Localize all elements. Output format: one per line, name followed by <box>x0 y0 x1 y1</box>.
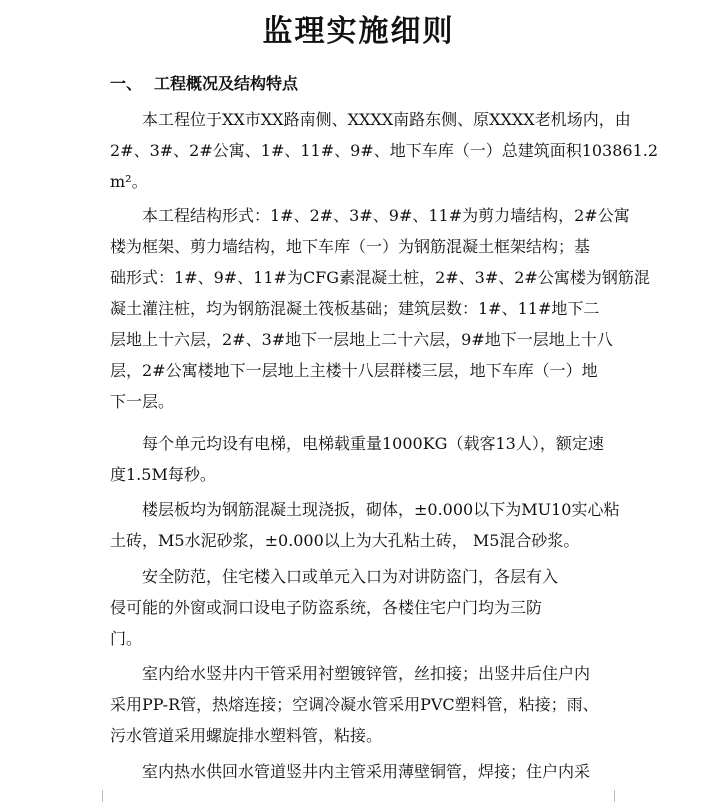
paragraph-line: 层地上十六层，2#、3#地下一层地上二十六层，9#地下一层地上十八 <box>110 330 613 349</box>
paragraph-line: 土砖，M5水泥砂浆，±0.000以上为大孔粘土砖， M5混合砂浆。 <box>110 531 580 550</box>
paragraph-line: 楼为框架、剪力墙结构，地下车库（一）为钢筋混凝土框架结构；基 <box>110 237 591 256</box>
paragraph-location <box>110 104 658 197</box>
paragraph-line: 础形式：1#、9#、11#为CFG素混凝土桩，2#、3#、2#公寓楼为钢筋混 <box>110 268 650 287</box>
paragraph-line: m²。 <box>110 172 148 191</box>
paragraph-line: 侵可能的外窗或洞口设电子防盗系统，各楼住宅户门均为三防 <box>110 598 543 617</box>
paragraph-line: 污水管道采用螺旋排水塑料管，粘接。 <box>110 726 383 745</box>
section-number: 一、 <box>110 74 143 93</box>
paragraph-line: 本工程结构形式：1#、2#、3#、9#、11#为剪力墙结构，2#公寓 <box>142 206 630 225</box>
paragraph-line: 安全防范，住宅楼入口或单元入口为对讲防盗门，各层有入 <box>142 567 559 586</box>
paragraph-water-supply <box>110 658 599 751</box>
section-heading-text: 工程概况及结构特点 <box>154 74 299 93</box>
paragraph-line: 楼层板均为钢筋混凝土现浇扳，砌体，±0.000以下为MU10实心粘 <box>142 500 620 519</box>
paragraph-line: 门。 <box>110 629 143 648</box>
paragraph-floor-slab <box>110 494 619 556</box>
document-title: 监理实施细则 <box>262 14 455 49</box>
paragraph-line: 层，2#公寓楼地下一层地上主楼十八层群楼三层，地下车库（一）地 <box>110 361 598 380</box>
paragraph-hot-water <box>110 756 590 787</box>
paragraph-structure <box>110 200 650 417</box>
paragraph-line: 度1.5M每秒。 <box>110 465 216 484</box>
page-corner-mark <box>614 790 627 802</box>
paragraph-line: 本工程位于XX市XX路南侧、XXXX南路东侧、原XXXX老机场内，由 <box>142 110 631 129</box>
paragraph-line: 采用PP-R管，热熔连接；空调冷凝水管采用PVC塑料管，粘接；雨、 <box>110 695 599 714</box>
paragraph-line: 2#、3#、2#公寓、1#、11#、9#、地下车库（一）总建筑面积103861.2 <box>110 141 659 160</box>
paragraph-line: 凝土灌注桩，均为钢筋混凝土筏板基础；建筑层数：1#、11#地下二 <box>110 299 600 318</box>
paragraph-line: 下一层。 <box>110 392 175 411</box>
paragraph-line: 室内给水竖井内干管采用衬塑镀锌管，丝扣接；出竖井后住户内 <box>142 664 591 683</box>
paragraph-line: 室内热水供回水管道竖井内主管采用薄壁铜管，焊接；住户内采 <box>142 762 591 781</box>
section-heading <box>110 72 298 96</box>
paragraph-security <box>110 561 558 654</box>
paragraph-line: 每个单元均设有电梯，电梯载重量1000KG（载客13人），额定速 <box>142 434 604 453</box>
page-corner-mark <box>90 790 103 802</box>
paragraph-elevator <box>110 428 604 490</box>
